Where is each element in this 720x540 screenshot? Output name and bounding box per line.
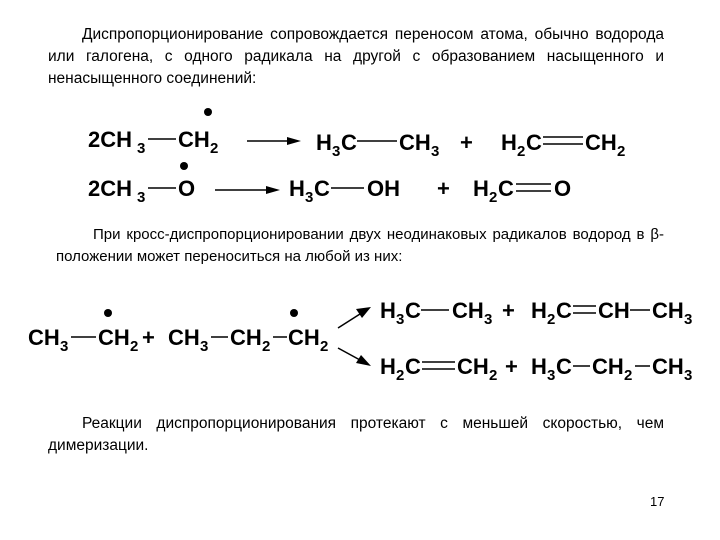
- svg-text:2: 2: [130, 338, 139, 355]
- r2-ch2a: CH: [230, 325, 262, 350]
- r2-reactant-sub3: 3: [137, 189, 146, 206]
- l-ch2b: CH: [592, 354, 624, 379]
- arrow-head: [266, 186, 280, 194]
- u-ch3: CH: [452, 298, 484, 323]
- u-h2: H: [531, 298, 547, 323]
- svg-text:2: 2: [489, 189, 498, 206]
- page-number: 17: [650, 494, 665, 509]
- svg-text:2: 2: [517, 143, 526, 160]
- p2-c: C: [526, 130, 542, 155]
- reaction-arrow-down: [338, 348, 360, 360]
- reaction-3: [28, 298, 692, 384]
- u-ch: CH: [598, 298, 630, 323]
- arrow-head: [356, 355, 371, 366]
- radical-dot: [104, 309, 112, 317]
- r1-reactant-ch: CH: [178, 127, 210, 152]
- u-c: C: [405, 298, 421, 323]
- svg-text:2: 2: [547, 311, 556, 328]
- u-h: H: [380, 298, 396, 323]
- p1-c: C: [341, 130, 357, 155]
- l-h: H: [380, 354, 396, 379]
- p1-h: H: [289, 176, 305, 201]
- arrow-head: [287, 137, 301, 145]
- radical-dot: [180, 162, 188, 170]
- plus-sign: +: [142, 325, 155, 350]
- svg-text:3: 3: [431, 143, 440, 160]
- l-c3: C: [556, 354, 572, 379]
- reaction-arrow-up: [338, 314, 360, 328]
- svg-text:3: 3: [200, 338, 209, 355]
- p2-h: H: [501, 130, 517, 155]
- paragraph-cross-disproportionation: [56, 224, 664, 268]
- svg-text:3: 3: [332, 143, 341, 160]
- r1-reactant-sub3: 3: [137, 140, 146, 157]
- svg-text:2: 2: [489, 367, 498, 384]
- p2-c: C: [498, 176, 514, 201]
- svg-text:2: 2: [617, 143, 626, 160]
- reaction-1: [88, 108, 625, 160]
- u-ch3b: CH: [652, 298, 684, 323]
- svg-text:2: 2: [262, 338, 271, 355]
- svg-text:3: 3: [684, 367, 693, 384]
- p2-h: H: [473, 176, 489, 201]
- r2-reactant-2ch: 2CH: [88, 176, 133, 201]
- radical-dot: [290, 309, 298, 317]
- paragraph-rate-comparison: [48, 413, 664, 457]
- p1-ch: CH: [399, 130, 431, 155]
- p2-ch: CH: [585, 130, 617, 155]
- svg-text:3: 3: [547, 367, 556, 384]
- p1-c: C: [314, 176, 330, 201]
- l-ch2: CH: [457, 354, 489, 379]
- svg-text:3: 3: [484, 311, 493, 328]
- svg-text:3: 3: [305, 189, 314, 206]
- svg-text:3: 3: [60, 338, 69, 355]
- svg-text:2: 2: [624, 367, 633, 384]
- svg-text:2: 2: [396, 367, 405, 384]
- r1-reactant-sub2: 2: [210, 140, 219, 157]
- plus-sign: +: [502, 298, 515, 323]
- svg-text:3: 3: [396, 311, 405, 328]
- paragraph1-text: Диспропорционирование сопровождается переносом атома, обычно водорода или галогена, с одного радикала на другой с образованием насыщенного и ненасыщенного соединений:: [48, 26, 664, 87]
- r2-reactant-o: O: [178, 176, 196, 201]
- r2-ch: CH: [168, 325, 200, 350]
- reaction-2: [88, 162, 571, 206]
- r1-reactant-2ch: 2CH: [88, 127, 133, 152]
- r2-ch2b: CH: [288, 325, 320, 350]
- l-c: C: [405, 354, 421, 379]
- arrow-head: [356, 307, 371, 318]
- p2-o: O: [554, 176, 572, 201]
- r1-ch: CH: [28, 325, 60, 350]
- plus-sign: +: [437, 176, 450, 201]
- plus-sign: +: [460, 130, 473, 155]
- radical-dot: [204, 108, 212, 116]
- p1-oh: OH: [367, 176, 400, 201]
- l-h3: H: [531, 354, 547, 379]
- u-c2: C: [556, 298, 572, 323]
- p1-h: H: [316, 130, 332, 155]
- l-ch3: CH: [652, 354, 684, 379]
- svg-text:3: 3: [684, 311, 693, 328]
- r1-ch2: CH: [98, 325, 130, 350]
- paragraph3-text: Реакции диспропорционирования протекают с меньшей скоростью, чем димеризации.: [48, 415, 664, 454]
- svg-text:2: 2: [320, 338, 329, 355]
- paragraph2-text: При кросс-диспропорционировании двух неодинаковых радикалов водород в β-положении может переноситься на любой из них:: [56, 226, 664, 265]
- plus-sign: +: [505, 354, 518, 379]
